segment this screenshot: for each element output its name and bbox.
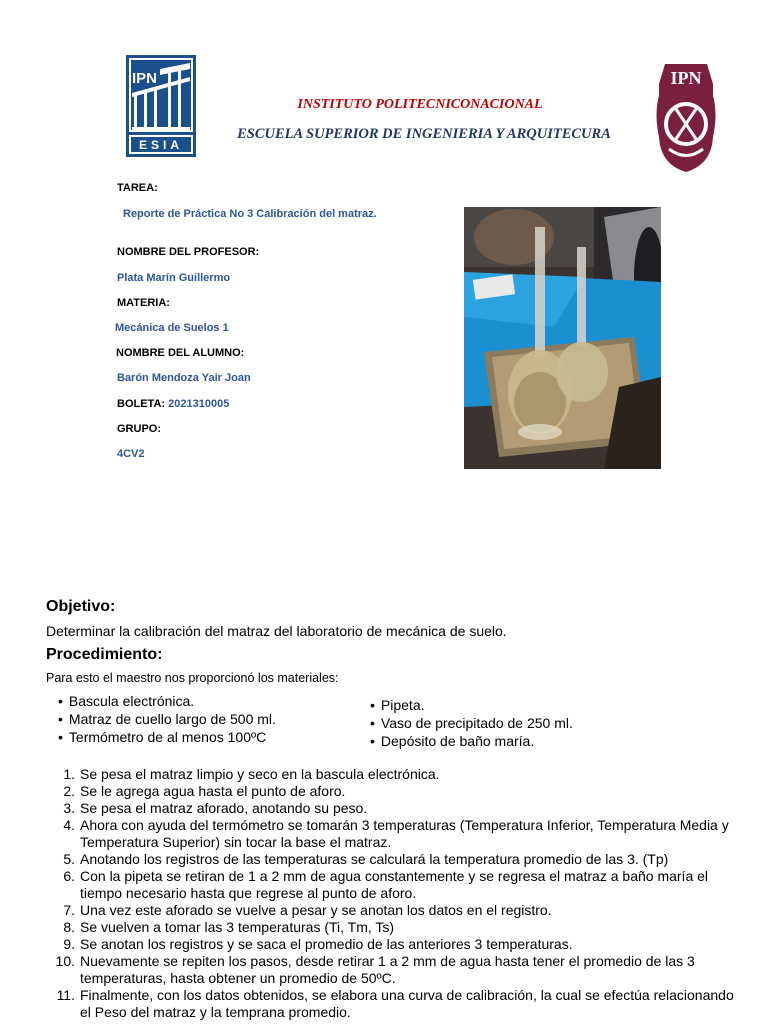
objetivo-text: Determinar la calibración del matraz del laboratorio de mecánica de suelo. — [46, 623, 507, 639]
boleta-label: BOLETA: — [117, 398, 166, 410]
list-item: 3. Se pesa el matraz aforado, anotando su peso. — [63, 800, 368, 816]
boleta-row — [117, 398, 229, 410]
tarea-label: TAREA: — [117, 182, 158, 194]
ipn-guinda-logo — [651, 54, 721, 175]
list-item: 9. Se anotan los registros y se saca el promedio de las anteriores 3 temperaturas. — [63, 936, 573, 952]
svg-text:ESIA: ESIA — [138, 138, 184, 152]
alumno-value: Barón Mendoza Yair Joan — [117, 372, 251, 384]
list-item: • Termómetro de al menos 100ºC — [58, 728, 276, 746]
grupo-value: 4CV2 — [117, 448, 145, 460]
boleta-value: 2021310005 — [168, 398, 230, 410]
list-item: 5. Anotando los registros de las temperaturas se calculará la temperatura promedio de las 3. (Tp) — [63, 851, 669, 867]
list-item: • Vaso de precipitado de 250 ml. — [370, 714, 573, 732]
materials-left-list — [58, 692, 276, 746]
list-item: 1. Se pesa el matraz limpio y seco en la bascula electrónica. — [63, 766, 440, 782]
materials-right-list — [370, 696, 573, 750]
list-item: 8. Se vuelven a tomar las 3 temperaturas (Ti, Tm, Ts) — [63, 919, 395, 935]
list-item: 10. Nuevamente se repiten los pasos, desde retirar 1 a 2 mm de agua hasta tener el promedio de las 3 temperaturas, hasta obtener un promedio de 50ºC. — [55, 953, 695, 986]
svg-text:IPN: IPN — [132, 70, 158, 87]
list-item: • Matraz de cuello largo de 500 ml. — [58, 710, 276, 728]
svg-text:IPN: IPN — [670, 68, 702, 88]
list-item: • Depósito de baño maría. — [370, 732, 573, 750]
grupo-label: GRUPO: — [117, 423, 161, 435]
alumno-label: NOMBRE DEL ALUMNO: — [116, 347, 245, 359]
list-item: • Bascula electrónica. — [58, 692, 276, 710]
tarea-value: Reporte de Práctica No 3 Calibración del matraz. — [123, 208, 377, 220]
procedimiento-intro: Para esto el maestro nos proporcionó los materiales: — [46, 671, 339, 685]
list-item: • Pipeta. — [370, 696, 573, 714]
procedimiento-heading: Procedimiento: — [46, 646, 163, 663]
profesor-value: Plata Marín Guillermo — [117, 272, 231, 284]
list-item: 6. Con la pipeta se retiran de 1 a 2 mm de agua constantemente y se regresa el matraz a baño maría el tiempo necesario hasta que regrese al punto de aforo. — [63, 868, 709, 901]
procedure-steps — [55, 766, 735, 1021]
materia-label: MATERIA: — [117, 297, 170, 309]
profesor-label: NOMBRE DEL PROFESOR: — [117, 246, 260, 258]
institute-title: INSTITUTO POLITECNICONACIONAL — [297, 97, 543, 112]
materia-value: Mecánica de Suelos 1 — [115, 322, 229, 334]
list-item: 2. Se le agrega agua hasta el punto de aforo. — [63, 783, 346, 799]
list-item: 7. Una vez este aforado se vuelve a pesar y se anotan los datos en el registro. — [63, 902, 552, 918]
school-title: ESCUELA SUPERIOR DE INGENIERIA Y ARQUITECURA — [237, 126, 611, 142]
list-item: 4. Ahora con ayuda del termómetro se tomarán 3 temperaturas (Temperatura Inferior, Temperatura Media y Temperatura Superior) sin tocar la base el matraz. — [63, 817, 729, 850]
lab-flask-photo — [464, 207, 661, 469]
objetivo-heading: Objetivo: — [46, 598, 116, 615]
list-item: 11. Finalmente, con los datos obtenidos, se elabora una curva de calibración, la cual se efectúa relacionando el Peso del matraz y la temprana promedio. — [56, 987, 734, 1020]
